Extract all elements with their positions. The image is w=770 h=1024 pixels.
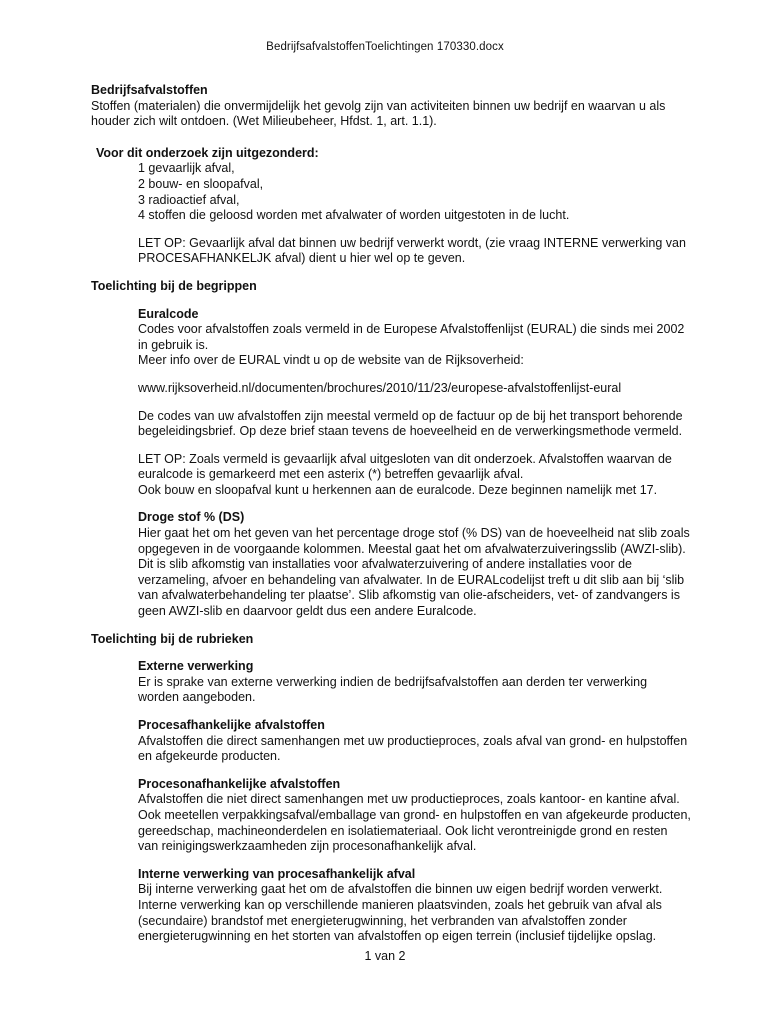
excluded-note: LET OP: Gevaarlijk afval dat binnen uw bedrijf verwerkt wordt, (zie vraag INTERNE verwerking van PROCESAFHANKELJK afval) dient u hier wel op te geven. — [138, 235, 686, 266]
subheading-procesonafhankelijke: Procesonafhankelijke afvalstoffen — [138, 776, 341, 791]
euralcode-paragraph-4: LET OP: Zoals vermeld is gevaarlijk afval uitgesloten van dit onderzoek. Afvalstoffen waarvan de euralcode is gemarkeerd met een asterix (*) betreffen gevaarlijk afval. — [138, 451, 672, 482]
excluded-title: Voor dit onderzoek zijn uitgezonderd: — [96, 145, 319, 160]
euralcode-paragraph-1: Codes voor afvalstoffen zoals vermeld in de Europese Afvalstoffenlijst (EURAL) die sinds mei 2002 in gebruik is. — [138, 322, 685, 352]
interne-verwerking-paragraph: Bij interne verwerking gaat het om de afvalstoffen die binnen uw eigen bedrijf worden verwerkt. Interne verwerking kan op verschillende manieren plaatsvinden, zoals het gebruik van afval als (secundaire) brandstof met energieterugwinning, het verbranden van afvalstoffen zonder energieterugwinning en het storten van afvalstoffen op eigen terrein (inclusief tijdelijke opslag. — [138, 882, 663, 944]
euralcode-paragraph-2: Meer info over de EURAL vindt u op de website van de Rijksoverheid: — [138, 353, 524, 368]
excluded-item: 2 bouw- en sloopafval, — [138, 176, 264, 191]
externe-verwerking-paragraph: Er is sprake van externe verwerking indien de bedrijfsafvalstoffen aan derden ter verwerking worden aangeboden. — [138, 674, 648, 705]
euralcode-paragraph-5: Ook bouw en sloopafval kunt u herkennen aan de euralcode. Deze beginnen namelijk met 17. — [138, 482, 658, 497]
document-body — [91, 83, 691, 945]
begrippen-section — [91, 307, 691, 620]
subheading-procesafhankelijke: Procesafhankelijke afvalstoffen — [138, 718, 325, 732]
excluded-item: 3 radioactief afval, — [138, 192, 240, 207]
euralcode-paragraph-3: De codes van uw afvalstoffen zijn meestal vermeld op de factuur op de bij het transport behorende begeleidingsbrief. Op deze brief staan tevens de hoeveelheid en de verwerkingsmethode vermeld. — [138, 408, 683, 439]
page-number: 1 van 2 — [364, 949, 406, 963]
excluded-item: 1 gevaarlijk afval, — [138, 161, 235, 176]
subheading-externe-verwerking: Externe verwerking — [138, 659, 254, 674]
droge-stof-paragraph: Hier gaat het om het geven van het percentage droge stof (% DS) van de hoeveelheid nat slib zoals opgegeven in de voorgaande kolommen. Meestal gaat het om afvalwaterzuiveringsslib (AWZI-slib). Dit is slib afkomstig van installaties voor afvalwaterzuivering of andere installaties voor de verzameling, afvoer en behandeling van afvalwater. In de EURALcodelijst treft u dit slib aan bij ‘slib van afvalwaterbehandeling ter plaatse’. Slib afkomstig van olie-afscheiders, vet- of zandvangers is geen AWZI-slib en daarvoor geldt dus een andere Euralcode. — [138, 526, 690, 619]
subheading-droge-stof: Droge stof % (DS) — [138, 510, 245, 525]
excluded-list — [91, 161, 691, 223]
procesafhankelijke-paragraph: Afvalstoffen die direct samenhangen met uw productieproces, zoals afval van grond- en hulpstoffen en afgekeurde producten. — [138, 733, 688, 764]
document-filename-header: BedrijfsafvalstoffenToelichtingen 170330.docx — [266, 41, 504, 53]
section-title-rubrieken: Toelichting bij de rubrieken — [91, 631, 254, 646]
subheading-interne-verwerking: Interne verwerking van procesafhankelijk afval — [138, 866, 416, 881]
procesonafhankelijke-paragraph: Afvalstoffen die niet direct samenhangen met uw productieproces, zoals kantoor- en kantine afval. Ook meetellen verpakkingsafval/emballage van grond- en hulpstoffen en van afgekeurde producten, gereedschap, machineonderdelen en isolatiemateriaal. Ook licht verontreinigde grond en resten van reinigingswerkzaamheden zijn procesonafhankelijk afval. — [138, 792, 691, 854]
intro-paragraph: Stoffen (materialen) die onvermijdelijk het gevolg zijn van activiteiten binnen uw bedrijf en waarvan u als houder zich wilt ontdoen. (Wet Milieubeheer, Hfdst. 1, art. 1.1). — [91, 98, 666, 129]
section-title-begrippen: Toelichting bij de begrippen — [91, 278, 257, 293]
rubrieken-section — [91, 659, 691, 945]
subheading-euralcode: Euralcode — [138, 306, 199, 321]
excluded-item: 4 stoffen die geloosd worden met afvalwater of worden uitgestoten in de lucht. — [138, 208, 570, 223]
eural-url-text: www.rijksoverheid.nl/documenten/brochures/2010/11/23/europese-afvalstoffenlijst-eural — [138, 380, 622, 395]
section-title-bedrijfsafvalstoffen: Bedrijfsafvalstoffen — [91, 83, 208, 97]
